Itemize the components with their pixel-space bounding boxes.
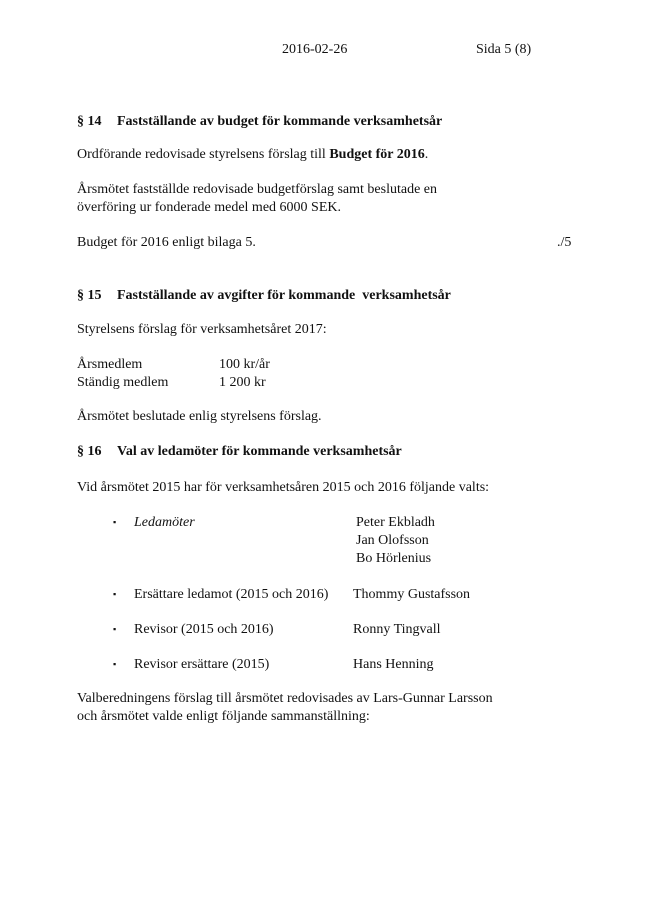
section-14-paragraph-3: Budget för 2016 enligt bilaga 5. — [77, 235, 256, 250]
bullet-icon: ▪ — [113, 624, 117, 634]
bullet-icon: ▪ — [113, 517, 117, 527]
section-14-p1-end: . — [424, 147, 429, 162]
header-date: 2016-02-26 — [282, 42, 348, 57]
section-16-intro: Vid årsmötet 2015 har för verksamhetsåren 2015 och 2016 följande valts: — [77, 480, 490, 495]
fee-value: 1 200 kr — [219, 375, 266, 390]
section-14-title: Fastställande av budget för kommande verksamhetsår — [117, 114, 443, 129]
section-14-p1-text: Ordförande redovisade styrelsens förslag till — [77, 147, 330, 162]
bullet-icon: ▪ — [113, 659, 117, 669]
section-14-number: § 14 — [77, 114, 102, 129]
person-name: Bo Hörlenius — [356, 551, 432, 566]
section-16-closing-line-2: och årsmötet valde enligt följande sammanställning: — [77, 709, 370, 724]
header-page-number: Sida 5 (8) — [476, 42, 532, 57]
section-15-decision: Årsmötet beslutade enlig styrelsens förslag. — [77, 409, 322, 424]
section-16-closing-line-1: Valberedningens förslag till årsmötet redovisades av Lars-Gunnar Larsson — [77, 691, 493, 706]
section-14-paragraph-1 — [77, 146, 428, 164]
section-16-number: § 16 — [77, 444, 102, 459]
person-name: Ronny Tingvall — [353, 622, 441, 637]
person-name: Jan Olofsson — [356, 533, 429, 548]
section-14-paragraph-2-line-2: överföring ur fonderade medel med 6000 SEK. — [77, 200, 341, 215]
role-label: Revisor ersättare (2015) — [134, 657, 270, 672]
fee-label: Årsmedlem — [77, 357, 143, 372]
section-14-heading — [77, 113, 442, 131]
person-name: Hans Henning — [353, 657, 434, 672]
attachment-reference: ./5 — [557, 235, 572, 250]
bullet-icon: ▪ — [113, 589, 117, 599]
section-15-heading — [77, 287, 451, 305]
section-16-title: Val av ledamöter för kommande verksamhetsår — [117, 444, 402, 459]
section-14-paragraph-2-line-1: Årsmötet fastställde redovisade budgetförslag samt beslutade en — [77, 182, 438, 197]
section-15-title: Fastställande av avgifter för kommande verksamhetsår — [117, 288, 451, 303]
person-name: Peter Ekbladh — [356, 515, 435, 530]
role-label: Revisor (2015 och 2016) — [134, 622, 274, 637]
role-label: Ledamöter — [134, 515, 195, 530]
section-16-heading — [77, 443, 402, 461]
person-name: Thommy Gustafsson — [353, 587, 471, 602]
fee-label: Ständig medlem — [77, 375, 169, 390]
role-label: Ersättare ledamot (2015 och 2016) — [134, 587, 329, 602]
section-15-number: § 15 — [77, 288, 102, 303]
section-15-intro: Styrelsens förslag för verksamhetsåret 2017: — [77, 322, 327, 337]
fee-value: 100 kr/år — [219, 357, 270, 372]
section-14-p1-bold: Budget för 2016 — [329, 147, 425, 162]
